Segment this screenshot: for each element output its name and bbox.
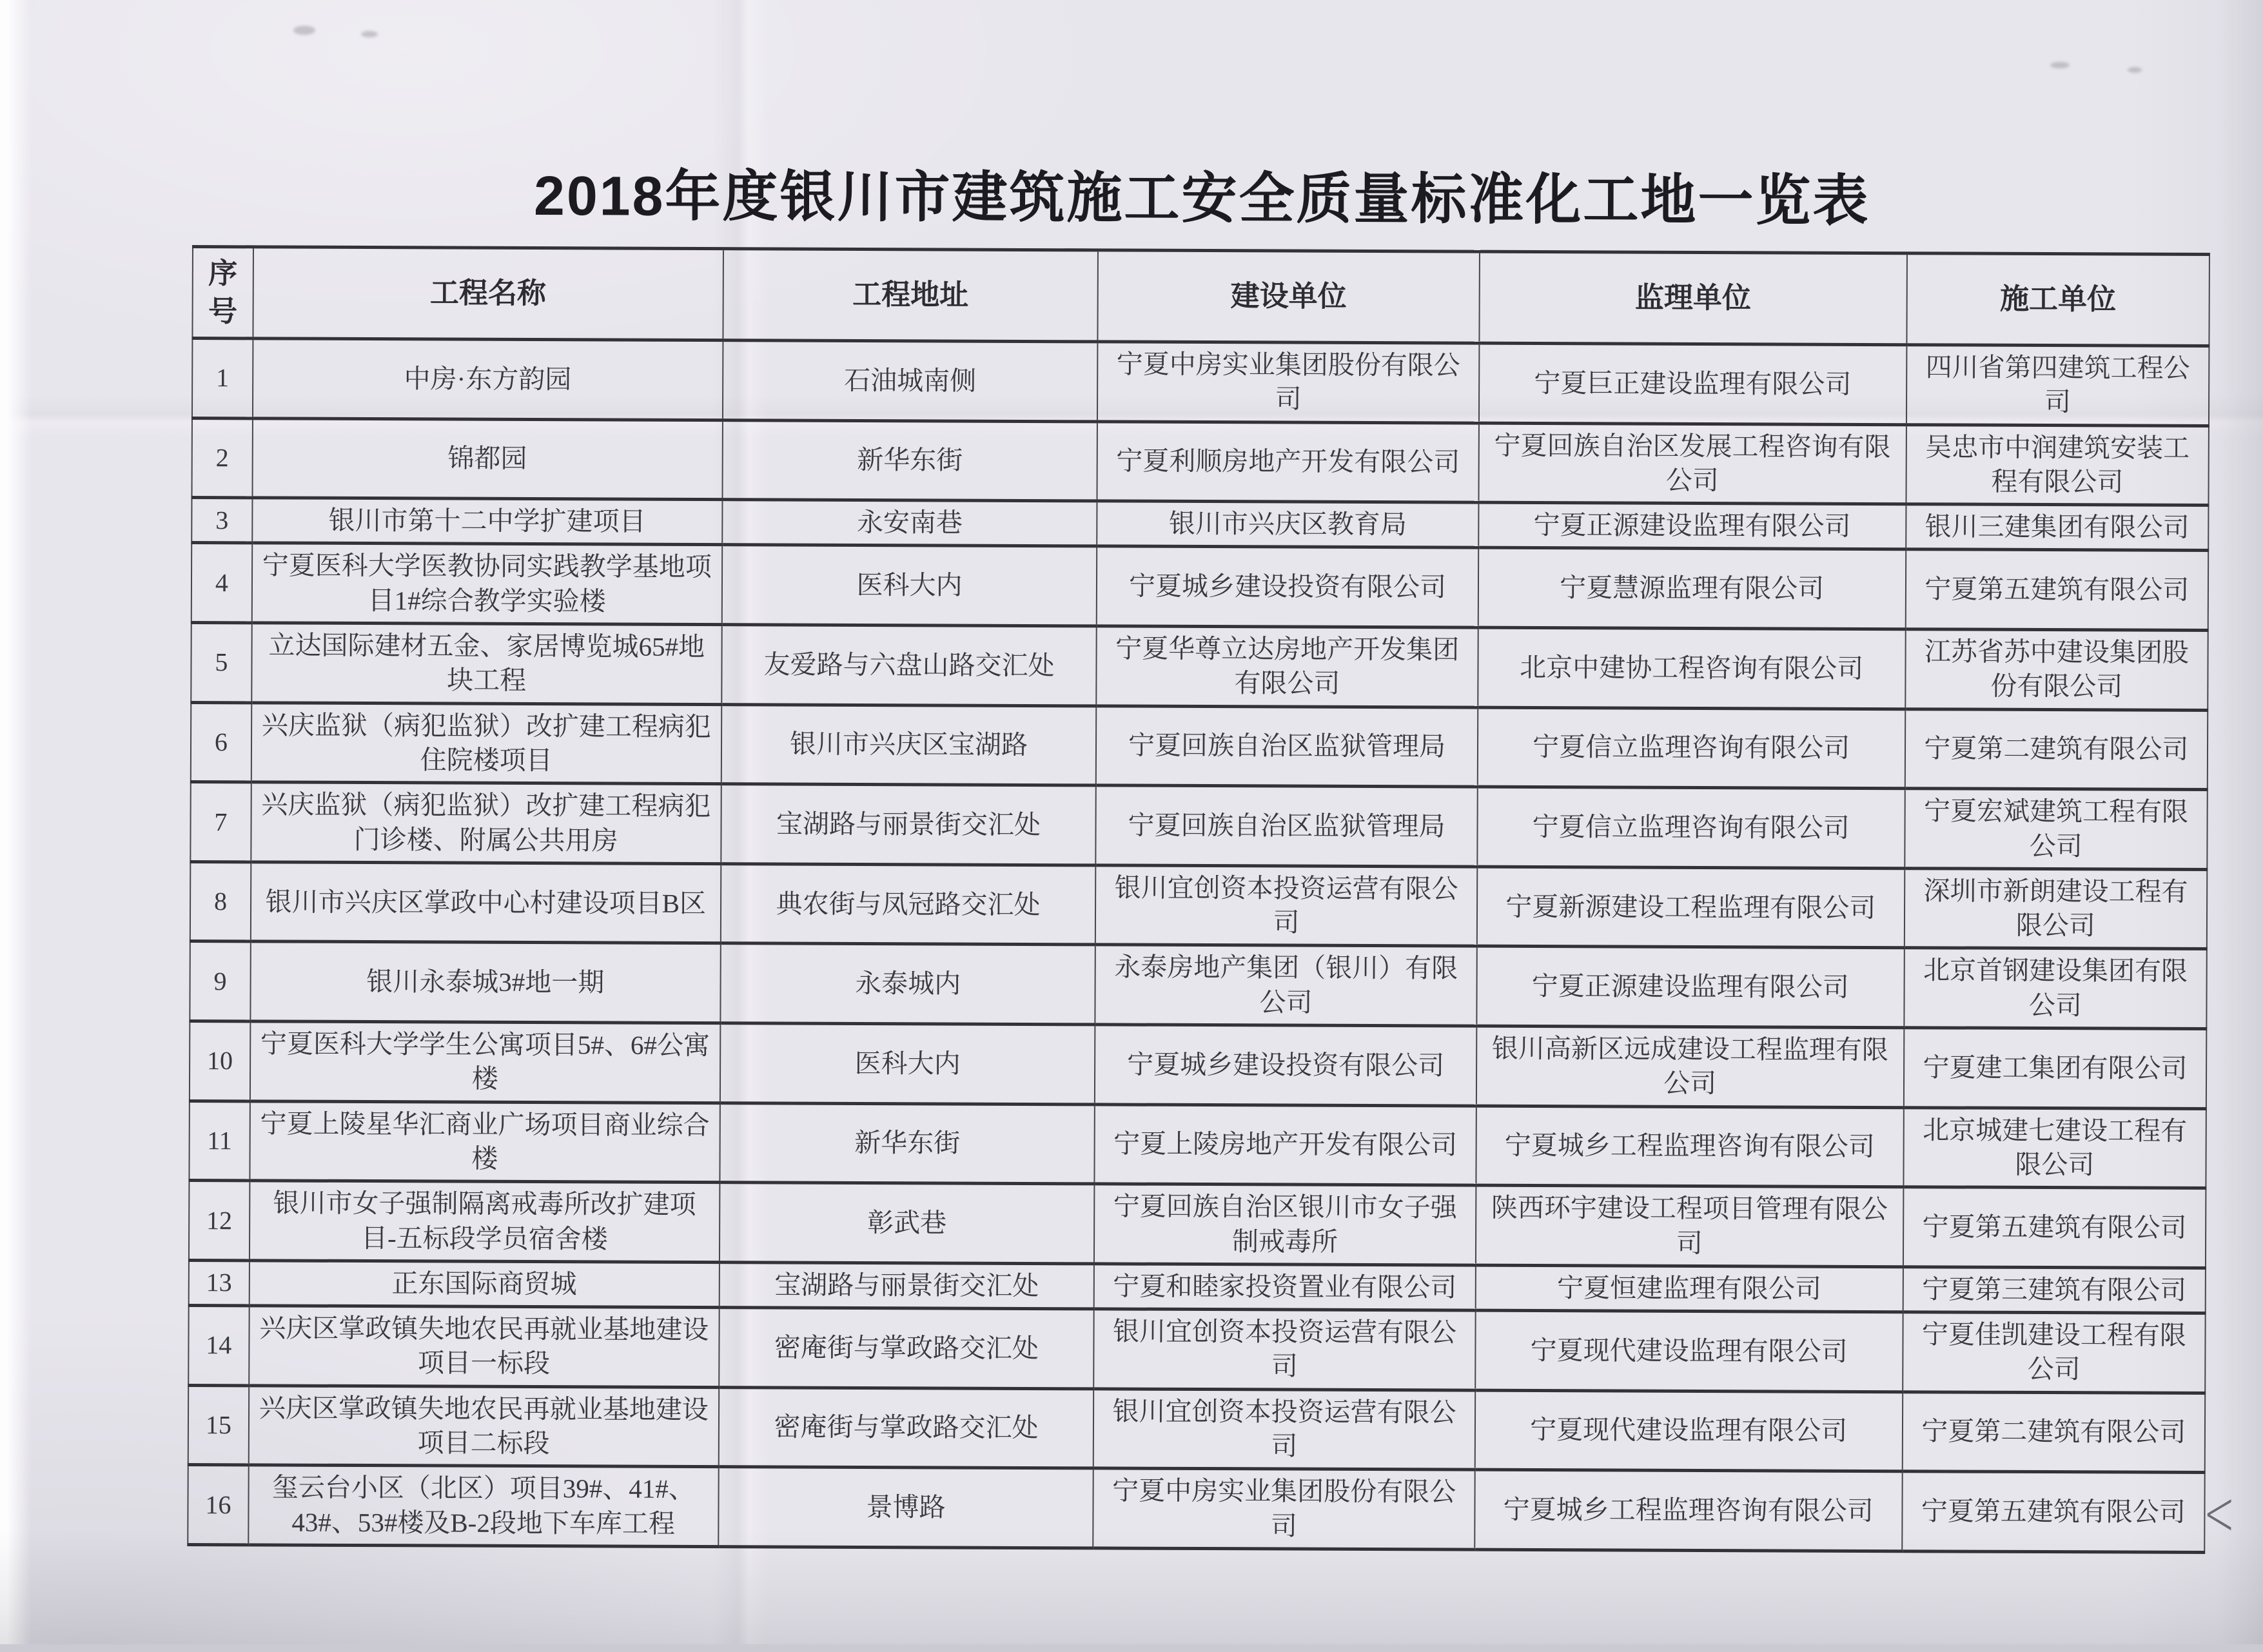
cell-project-address: 宝湖路与丽景街交汇处 <box>721 784 1096 865</box>
cell-project-address: 典农街与凤冠路交汇处 <box>720 864 1095 945</box>
cell-project-name: 玺云台小区（北区）项目39#、41#、43#、53#楼及B-2段地下车库工程 <box>248 1465 718 1546</box>
cell-project-address: 景博路 <box>718 1467 1093 1548</box>
cell-index: 3 <box>191 498 252 544</box>
cell-developer: 宁夏回族自治区银川市女子强制戒毒所 <box>1094 1184 1476 1265</box>
cell-project-address: 新华东街 <box>720 1103 1095 1184</box>
cell-project-address: 石油城南侧 <box>723 340 1098 422</box>
cell-index: 9 <box>190 941 250 1021</box>
cell-supervisor: 宁夏城乡工程监理咨询有限公司 <box>1476 1106 1904 1187</box>
cell-supervisor: 宁夏城乡工程监理咨询有限公司 <box>1474 1470 1903 1551</box>
col-header-contractor: 施工单位 <box>1906 253 2209 346</box>
cell-project-address: 永安南巷 <box>722 500 1097 547</box>
cell-developer: 宁夏利顺房地产开发有限公司 <box>1097 421 1479 502</box>
cell-project-name: 银川市第十二中学扩建项目 <box>252 498 722 545</box>
cell-contractor: 宁夏第五建筑有限公司 <box>1905 549 2208 630</box>
table-row <box>189 1101 2206 1188</box>
cell-index: 14 <box>188 1306 249 1386</box>
cell-contractor: 宁夏第五建筑有限公司 <box>1903 1187 2206 1268</box>
cell-index: 6 <box>191 702 251 782</box>
cell-project-address: 密庵街与掌政路交汇处 <box>719 1308 1094 1389</box>
table-row <box>191 702 2208 790</box>
table-header-row <box>192 246 2209 346</box>
standardization-sites-table <box>187 245 2210 1554</box>
cell-developer: 银川宜创资本投资运营有限公司 <box>1094 1309 1476 1390</box>
table-row <box>188 1465 2204 1553</box>
cell-supervisor: 宁夏正源建设监理有限公司 <box>1476 947 1905 1028</box>
cell-project-address: 密庵街与掌政路交汇处 <box>718 1387 1093 1468</box>
table-row <box>192 338 2209 426</box>
cell-developer: 宁夏城乡建设投资有限公司 <box>1097 546 1478 627</box>
col-header-index: 序号 <box>192 246 253 338</box>
cell-index: 1 <box>192 338 253 418</box>
cell-developer: 宁夏回族自治区监狱管理局 <box>1096 785 1478 867</box>
table-row <box>190 861 2207 949</box>
cell-supervisor: 宁夏现代建设监理有限公司 <box>1475 1310 1903 1391</box>
cell-index: 5 <box>191 623 251 703</box>
cell-project-name: 兴庆区掌政镇失地农民再就业基地建设项目一标段 <box>249 1306 719 1387</box>
cell-project-name: 兴庆区掌政镇失地农民再就业基地建设项目二标段 <box>249 1386 719 1467</box>
cell-developer: 宁夏中房实业集团股份有限公司 <box>1093 1468 1475 1549</box>
cell-project-name: 兴庆监狱（病犯监狱）改扩建工程病犯门诊楼、附属公共用房 <box>251 782 721 863</box>
cell-project-address: 彰武巷 <box>720 1183 1095 1264</box>
cell-supervisor: 宁夏慧源监理有限公司 <box>1478 548 1906 629</box>
cell-contractor: 吴忠市中润建筑安装工程有限公司 <box>1906 424 2209 505</box>
table-row <box>191 418 2208 506</box>
cell-supervisor: 北京中建协工程咨询有限公司 <box>1478 627 1906 709</box>
cell-supervisor: 宁夏新源建设工程监理有限公司 <box>1476 867 1905 948</box>
cell-project-name: 银川市兴庆区掌政中心村建设项目B区 <box>251 862 721 943</box>
table-row <box>191 543 2208 631</box>
cell-project-address: 医科大内 <box>721 545 1097 626</box>
cell-project-address: 银川市兴庆区宝湖路 <box>721 704 1096 785</box>
col-header-supervisor: 监理单位 <box>1479 251 1907 345</box>
cell-contractor: 宁夏第二建筑有限公司 <box>1905 709 2208 789</box>
cell-developer: 银川宜创资本投资运营有限公司 <box>1095 865 1477 947</box>
cell-supervisor: 宁夏信立监理咨询有限公司 <box>1477 707 1905 789</box>
cell-project-name: 兴庆监狱（病犯监狱）改扩建工程病犯住院楼项目 <box>251 703 721 784</box>
document-title: 2018年度银川市建筑施工安全质量标准化工地一览表 <box>533 165 1870 232</box>
cell-developer: 宁夏城乡建设投资有限公司 <box>1095 1025 1476 1106</box>
cell-supervisor: 银川高新区远成建设工程监理有限公司 <box>1476 1026 1905 1107</box>
table-row <box>190 1021 2206 1109</box>
cell-contractor: 宁夏第三建筑有限公司 <box>1903 1267 2206 1313</box>
col-header-developer: 建设单位 <box>1098 250 1480 343</box>
cell-developer: 宁夏和睦家投资置业有限公司 <box>1094 1264 1475 1311</box>
cell-developer: 宁夏回族自治区监狱管理局 <box>1096 706 1478 787</box>
cell-project-name: 立达国际建材五金、家居博览城65#地块工程 <box>251 623 721 704</box>
cell-developer: 银川市兴庆区教育局 <box>1097 501 1478 548</box>
col-header-project-address: 工程地址 <box>723 249 1098 342</box>
cell-contractor: 宁夏宏斌建筑工程有限公司 <box>1905 789 2208 869</box>
cell-developer: 宁夏上陵房地产开发有限公司 <box>1095 1105 1476 1186</box>
table-row <box>190 941 2206 1029</box>
cell-supervisor: 宁夏巨正建设监理有限公司 <box>1479 343 1907 424</box>
table-row <box>191 623 2208 711</box>
cell-supervisor: 宁夏正源建设监理有限公司 <box>1478 502 1906 549</box>
table-row <box>189 1260 2206 1313</box>
cell-index: 15 <box>188 1385 249 1465</box>
cell-contractor: 宁夏建工集团有限公司 <box>1904 1028 2207 1108</box>
table-row <box>188 1385 2205 1473</box>
cell-project-address: 医科大内 <box>720 1023 1095 1105</box>
handwritten-pen-mark: < <box>2203 1477 2235 1550</box>
cell-index: 2 <box>191 418 252 498</box>
cell-contractor: 北京首钢建设集团有限公司 <box>1904 948 2207 1028</box>
cell-index: 16 <box>188 1465 248 1545</box>
cell-contractor: 宁夏佳凯建设工程有限公司 <box>1903 1312 2206 1393</box>
cell-project-address: 永泰城内 <box>720 943 1095 1025</box>
cell-project-address: 新华东街 <box>722 420 1097 501</box>
cell-project-address: 宝湖路与丽景街交汇处 <box>719 1262 1094 1309</box>
cell-contractor: 宁夏第五建筑有限公司 <box>1902 1471 2205 1552</box>
cell-supervisor: 宁夏信立监理咨询有限公司 <box>1477 787 1905 868</box>
cell-index: 12 <box>189 1181 250 1261</box>
cell-project-name: 银川市女子强制隔离戒毒所改扩建项目-五标段学员宿舍楼 <box>250 1181 720 1262</box>
cell-project-name: 正东国际商贸城 <box>250 1261 720 1308</box>
cell-project-address: 友爱路与六盘山路交汇处 <box>721 625 1097 706</box>
cell-contractor: 深圳市新朗建设工程有限公司 <box>1905 869 2208 949</box>
cell-index: 10 <box>190 1021 250 1101</box>
cell-project-name: 宁夏上陵星华汇商业广场项目商业综合楼 <box>250 1101 720 1182</box>
cell-index: 4 <box>191 543 252 623</box>
cell-developer: 宁夏中房实业集团股份有限公司 <box>1097 342 1479 423</box>
table-row <box>189 1181 2206 1268</box>
cell-contractor: 江苏省苏中建设集团股份有限公司 <box>1905 629 2208 710</box>
cell-index: 13 <box>189 1260 250 1306</box>
cell-project-name: 宁夏医科大学医教协同实践教学基地项目1#综合教学实验楼 <box>252 543 722 624</box>
cell-contractor: 四川省第四建筑工程公司 <box>1906 345 2209 426</box>
cell-supervisor: 宁夏现代建设监理有限公司 <box>1474 1390 1903 1471</box>
cell-contractor: 银川三建集团有限公司 <box>1906 504 2209 551</box>
cell-supervisor: 宁夏恒建监理有限公司 <box>1475 1265 1903 1312</box>
table-row <box>190 782 2207 870</box>
col-header-project-name: 工程名称 <box>253 247 723 340</box>
cell-index: 7 <box>190 782 251 862</box>
cell-developer: 银川宜创资本投资运营有限公司 <box>1093 1389 1475 1470</box>
cell-project-name: 宁夏医科大学学生公寓项目5#、6#公寓楼 <box>250 1021 720 1103</box>
table-row <box>188 1306 2205 1393</box>
cell-supervisor: 陕西环宇建设工程项目管理有限公司 <box>1476 1185 1904 1266</box>
cell-project-name: 锦都园 <box>252 418 722 499</box>
cell-contractor: 宁夏第二建筑有限公司 <box>1902 1391 2205 1472</box>
table-row <box>191 498 2208 551</box>
cell-supervisor: 宁夏回族自治区发展工程咨询有限公司 <box>1478 423 1906 504</box>
cell-contractor: 北京城建七建设工程有限公司 <box>1903 1107 2206 1188</box>
cell-index: 11 <box>189 1101 250 1181</box>
cell-index: 8 <box>190 861 251 941</box>
cell-project-name: 银川永泰城3#地一期 <box>250 941 720 1023</box>
cell-project-name: 中房·东方韵园 <box>253 339 723 420</box>
cell-developer: 宁夏华尊立达房地产开发集团有限公司 <box>1097 626 1478 707</box>
cell-developer: 永泰房地产集团（银川）有限公司 <box>1095 945 1477 1026</box>
